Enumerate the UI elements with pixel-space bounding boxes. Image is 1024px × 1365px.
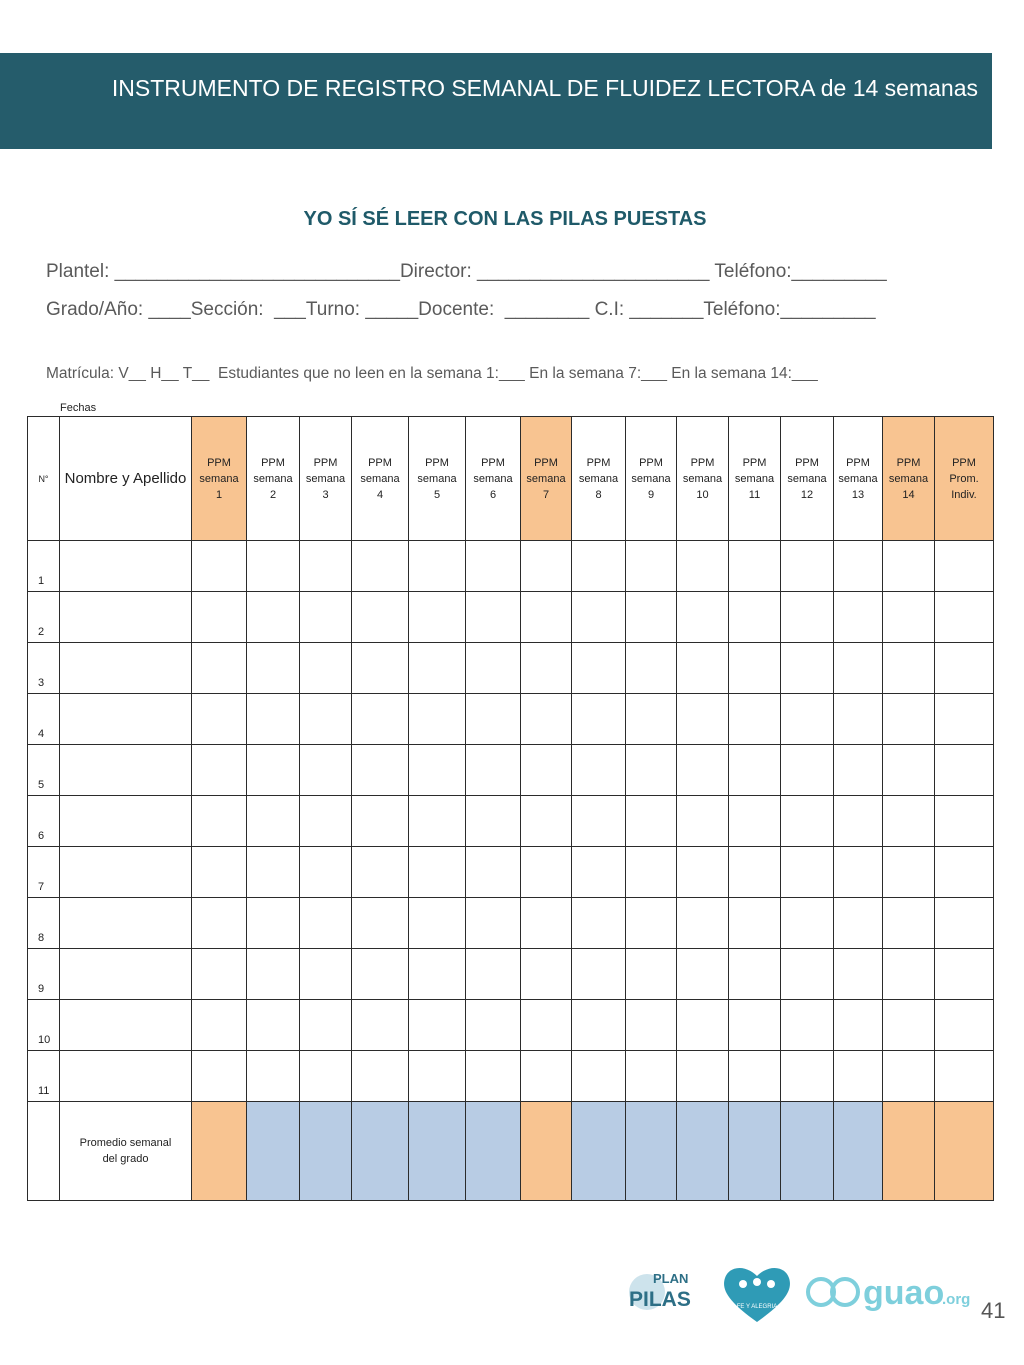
- page-title: INSTRUMENTO DE REGISTRO SEMANAL DE FLUIDEZ LECTORA de 14 semanas: [111, 75, 978, 101]
- ppm-cell[interactable]: [521, 1000, 572, 1051]
- ppm-cell[interactable]: [300, 643, 352, 694]
- week-header-text: Indiv.: [951, 488, 977, 501]
- week-column-header: [572, 417, 626, 541]
- table-row: [28, 745, 994, 796]
- plan-pilas-logo: [629, 1271, 691, 1311]
- week-header-text: PPM: [846, 456, 870, 469]
- week-header-text: semana: [578, 472, 619, 485]
- week-column-header: [834, 417, 883, 541]
- page-number: 41: [981, 1298, 1006, 1323]
- ppm-cell[interactable]: [352, 898, 409, 949]
- ppm-cell[interactable]: [626, 643, 677, 694]
- ppm-cell[interactable]: [626, 541, 677, 592]
- ppm-cell[interactable]: [300, 1000, 352, 1051]
- ppm-cell[interactable]: [247, 847, 300, 898]
- ppm-cell[interactable]: [834, 745, 883, 796]
- ppm-cell[interactable]: [677, 949, 729, 1000]
- ppm-cell[interactable]: [729, 541, 781, 592]
- week-header-text: semana: [473, 472, 513, 485]
- name-column-header: Nombre y Apellido: [60, 417, 192, 541]
- ppm-cell[interactable]: [352, 541, 409, 592]
- ppm-cell[interactable]: [781, 796, 834, 847]
- ppm-cell[interactable]: [572, 847, 626, 898]
- week-column-header: [626, 417, 677, 541]
- week-header-text: 14: [902, 488, 915, 501]
- week-header-text: 1: [215, 488, 223, 501]
- ppm-cell[interactable]: [521, 949, 572, 1000]
- ppm-cell[interactable]: [626, 796, 677, 847]
- week-column-header: [409, 417, 466, 541]
- week-header-text: 8: [595, 488, 602, 501]
- student-name-cell[interactable]: [60, 949, 192, 1000]
- week-column-header: [352, 417, 409, 541]
- ppm-cell[interactable]: [677, 592, 729, 643]
- week-column-header: [883, 417, 935, 541]
- ppm-cell[interactable]: [572, 694, 626, 745]
- average-label-line: del grado: [102, 1153, 149, 1165]
- ppm-cell[interactable]: [409, 847, 466, 898]
- row-number: 8: [28, 898, 60, 949]
- ppm-cell[interactable]: [521, 898, 572, 949]
- ppm-cell[interactable]: [300, 796, 352, 847]
- school-info-line: Plantel: ___________________________Director: ______________________ Teléfono:_________: [46, 261, 887, 282]
- ppm-cell[interactable]: [935, 694, 994, 745]
- ppm-cell[interactable]: [521, 1051, 572, 1102]
- week-column-header: [466, 417, 521, 541]
- ppm-cell[interactable]: [409, 643, 466, 694]
- ppm-cell[interactable]: [883, 949, 935, 1000]
- ppm-cell[interactable]: [300, 592, 352, 643]
- table-row: [28, 847, 994, 898]
- pilas-logo-text: PILAS: [629, 1288, 691, 1311]
- ppm-cell[interactable]: [352, 694, 409, 745]
- ppm-cell[interactable]: [781, 1000, 834, 1051]
- ppm-cell[interactable]: [834, 541, 883, 592]
- table-row: [28, 1051, 994, 1102]
- row-number: 11: [28, 1051, 60, 1102]
- ppm-cell[interactable]: [883, 643, 935, 694]
- week-header-text: semana: [305, 472, 346, 485]
- ppm-cell[interactable]: [834, 1051, 883, 1102]
- ppm-cell[interactable]: [409, 592, 466, 643]
- week-header-text: PPM: [261, 456, 285, 469]
- program-subtitle: YO SÍ SÉ LEER CON LAS PILAS PUESTAS: [303, 208, 707, 230]
- ppm-cell[interactable]: [352, 643, 409, 694]
- ppm-cell[interactable]: [466, 694, 521, 745]
- guao-suffix: .org: [942, 1291, 971, 1308]
- table-row: [28, 592, 994, 643]
- ppm-cell[interactable]: [781, 592, 834, 643]
- table-row: [28, 898, 994, 949]
- ppm-cell[interactable]: [677, 1000, 729, 1051]
- ppm-cell[interactable]: [466, 1000, 521, 1051]
- ppm-cell[interactable]: [834, 694, 883, 745]
- table-row: [28, 694, 994, 745]
- ppm-cell[interactable]: [883, 694, 935, 745]
- footer-logos: [625, 1262, 985, 1326]
- week-header-text: semana: [360, 472, 400, 485]
- ppm-cell[interactable]: [247, 949, 300, 1000]
- ppm-cell[interactable]: [409, 898, 466, 949]
- ppm-cell[interactable]: [247, 745, 300, 796]
- average-cell[interactable]: [729, 1102, 781, 1201]
- week-header-text: semana: [734, 472, 775, 485]
- ppm-cell[interactable]: [572, 745, 626, 796]
- ppm-cell[interactable]: [935, 643, 994, 694]
- average-row: [28, 1102, 994, 1201]
- ppm-cell[interactable]: [409, 694, 466, 745]
- week-header-text: Prom.: [949, 472, 979, 485]
- week-column-header: [192, 417, 247, 541]
- ppm-cell[interactable]: [572, 1051, 626, 1102]
- fe-y-alegria-text: FE Y ALEGRIA: [736, 1304, 778, 1310]
- ppm-cell[interactable]: [626, 694, 677, 745]
- ppm-cell[interactable]: [192, 847, 247, 898]
- ppm-cell[interactable]: [626, 745, 677, 796]
- week-header-text: semana: [199, 472, 239, 485]
- ppm-cell[interactable]: [935, 1000, 994, 1051]
- week-header-text: 6: [489, 488, 497, 501]
- ppm-cell[interactable]: [935, 949, 994, 1000]
- week-header-text: 2: [269, 488, 277, 501]
- ppm-cell[interactable]: [466, 643, 521, 694]
- guao-logo: [808, 1274, 970, 1312]
- ppm-cell[interactable]: [352, 592, 409, 643]
- table-header-row: [28, 417, 994, 541]
- ppm-cell[interactable]: [247, 541, 300, 592]
- ppm-cell[interactable]: [409, 949, 466, 1000]
- ppm-cell[interactable]: [935, 847, 994, 898]
- average-label-line: Promedio semanal: [79, 1137, 172, 1149]
- ppm-cell[interactable]: [883, 1051, 935, 1102]
- week-header-text: PPM: [368, 456, 392, 469]
- student-name-cell[interactable]: [60, 847, 192, 898]
- ppm-cell[interactable]: [677, 1051, 729, 1102]
- row-number: 10: [28, 1000, 60, 1051]
- ppm-cell[interactable]: [883, 898, 935, 949]
- ppm-cell[interactable]: [247, 1000, 300, 1051]
- student-name-cell[interactable]: [60, 541, 192, 592]
- ppm-cell[interactable]: [521, 643, 572, 694]
- average-cell[interactable]: [935, 1102, 994, 1201]
- ppm-cell[interactable]: [883, 541, 935, 592]
- average-cell[interactable]: [521, 1102, 572, 1201]
- reading-fluency-table: [27, 416, 994, 1201]
- ppm-cell[interactable]: [572, 643, 626, 694]
- ppm-cell[interactable]: [626, 1051, 677, 1102]
- average-cell[interactable]: [883, 1102, 935, 1201]
- ppm-cell[interactable]: [626, 592, 677, 643]
- week-header-text: 9: [647, 488, 655, 501]
- ppm-cell[interactable]: [192, 1000, 247, 1051]
- ppm-cell[interactable]: [572, 541, 626, 592]
- week-header-text: 11: [748, 488, 761, 501]
- week-header-text: 5: [433, 488, 441, 501]
- ppm-cell[interactable]: [300, 898, 352, 949]
- week-header-text: semana: [682, 472, 723, 485]
- ppm-cell[interactable]: [572, 898, 626, 949]
- ppm-cell[interactable]: [521, 796, 572, 847]
- row-number: 9: [28, 949, 60, 1000]
- ppm-cell[interactable]: [781, 643, 834, 694]
- week-header-text: semana: [631, 472, 671, 485]
- ppm-cell[interactable]: [192, 898, 247, 949]
- guao-text: guao: [863, 1274, 945, 1312]
- ppm-cell[interactable]: [834, 1000, 883, 1051]
- ppm-cell[interactable]: [192, 643, 247, 694]
- ppm-cell[interactable]: [409, 745, 466, 796]
- ppm-cell[interactable]: [677, 541, 729, 592]
- average-cell[interactable]: [466, 1102, 521, 1201]
- average-cell[interactable]: [677, 1102, 729, 1201]
- ppm-cell[interactable]: [677, 847, 729, 898]
- ppm-cell[interactable]: [247, 796, 300, 847]
- ppm-cell[interactable]: [677, 796, 729, 847]
- ppm-cell[interactable]: [626, 847, 677, 898]
- average-label: [60, 1102, 192, 1201]
- ppm-cell[interactable]: [192, 796, 247, 847]
- ppm-cell[interactable]: [883, 1000, 935, 1051]
- average-cell[interactable]: [352, 1102, 409, 1201]
- ppm-cell[interactable]: [247, 1051, 300, 1102]
- table-row: [28, 1000, 994, 1051]
- student-name-cell[interactable]: [60, 1000, 192, 1051]
- average-cell[interactable]: [626, 1102, 677, 1201]
- ppm-cell[interactable]: [781, 1051, 834, 1102]
- ppm-cell[interactable]: [409, 1051, 466, 1102]
- ppm-cell[interactable]: [521, 592, 572, 643]
- row-number: 7: [28, 847, 60, 898]
- ppm-cell[interactable]: [247, 898, 300, 949]
- week-column-header: [677, 417, 729, 541]
- week-header-text: PPM: [425, 456, 449, 469]
- ppm-cell[interactable]: [247, 592, 300, 643]
- week-column-header: [300, 417, 352, 541]
- fe-y-alegria-logo: [724, 1268, 790, 1322]
- ppm-cell[interactable]: [572, 592, 626, 643]
- ppm-cell[interactable]: [466, 1051, 521, 1102]
- ppm-cell[interactable]: [626, 949, 677, 1000]
- ppm-cell[interactable]: [729, 1000, 781, 1051]
- row-number: 2: [28, 592, 60, 643]
- ppm-cell[interactable]: [883, 847, 935, 898]
- ppm-cell[interactable]: [521, 541, 572, 592]
- ppm-cell[interactable]: [466, 745, 521, 796]
- week-header-text: 7: [542, 488, 550, 501]
- ppm-cell[interactable]: [781, 847, 834, 898]
- ppm-cell[interactable]: [409, 796, 466, 847]
- ppm-cell[interactable]: [192, 745, 247, 796]
- ppm-cell[interactable]: [466, 847, 521, 898]
- week-header-text: PPM: [586, 456, 611, 469]
- ppm-cell[interactable]: [409, 1000, 466, 1051]
- average-cell[interactable]: [409, 1102, 466, 1201]
- ppm-cell[interactable]: [729, 949, 781, 1000]
- ppm-cell[interactable]: [834, 796, 883, 847]
- ppm-cell[interactable]: [677, 643, 729, 694]
- ppm-cell[interactable]: [352, 796, 409, 847]
- week-header-text: 12: [800, 488, 814, 501]
- ppm-cell[interactable]: [466, 898, 521, 949]
- week-header-text: 13: [851, 488, 865, 501]
- row-number: 1: [28, 541, 60, 592]
- student-name-cell[interactable]: [60, 592, 192, 643]
- week-header-text: PPM: [952, 456, 976, 469]
- average-cell[interactable]: [247, 1102, 300, 1201]
- week-header-text: PPM: [896, 456, 921, 469]
- ppm-cell[interactable]: [834, 898, 883, 949]
- ppm-cell[interactable]: [729, 1051, 781, 1102]
- ppm-cell[interactable]: [677, 745, 729, 796]
- ppm-cell[interactable]: [352, 1051, 409, 1102]
- week-header-text: semana: [526, 472, 566, 485]
- ppm-cell[interactable]: [192, 592, 247, 643]
- average-cell[interactable]: [834, 1102, 883, 1201]
- student-name-cell[interactable]: [60, 796, 192, 847]
- ppm-cell[interactable]: [883, 796, 935, 847]
- student-name-cell[interactable]: [60, 898, 192, 949]
- ppm-cell[interactable]: [781, 541, 834, 592]
- ppm-cell[interactable]: [729, 643, 781, 694]
- week-header-text: semana: [417, 472, 457, 485]
- ppm-cell[interactable]: [466, 541, 521, 592]
- ppm-cell[interactable]: [935, 796, 994, 847]
- ppm-cell[interactable]: [781, 694, 834, 745]
- ppm-cell[interactable]: [729, 796, 781, 847]
- ppm-cell[interactable]: [192, 949, 247, 1000]
- average-cell[interactable]: [572, 1102, 626, 1201]
- ppm-cell[interactable]: [352, 1000, 409, 1051]
- table-row: [28, 541, 994, 592]
- ppm-cell[interactable]: [729, 847, 781, 898]
- ppm-cell[interactable]: [300, 745, 352, 796]
- ppm-cell[interactable]: [192, 694, 247, 745]
- ppm-cell[interactable]: [300, 1051, 352, 1102]
- week-header-text: 3: [322, 488, 329, 501]
- ppm-cell[interactable]: [729, 592, 781, 643]
- plan-logo-text: PLAN: [653, 1271, 689, 1286]
- ppm-cell[interactable]: [677, 898, 729, 949]
- row-number: 4: [28, 694, 60, 745]
- week-header-text: semana: [787, 472, 827, 485]
- ppm-cell[interactable]: [466, 592, 521, 643]
- ppm-cell[interactable]: [834, 592, 883, 643]
- ppm-cell[interactable]: [466, 949, 521, 1000]
- ppm-cell[interactable]: [300, 541, 352, 592]
- week-column-header: [247, 417, 300, 541]
- ppm-cell[interactable]: [409, 541, 466, 592]
- table-row: [28, 949, 994, 1000]
- week-header-text: PPM: [742, 456, 767, 469]
- ppm-cell[interactable]: [677, 694, 729, 745]
- week-column-header: [729, 417, 781, 541]
- week-header-text: PPM: [795, 456, 819, 469]
- ppm-cell[interactable]: [521, 745, 572, 796]
- ppm-cell[interactable]: [935, 592, 994, 643]
- ppm-cell[interactable]: [883, 592, 935, 643]
- ppm-cell[interactable]: [521, 694, 572, 745]
- week-header-text: PPM: [534, 456, 558, 469]
- number-column-header: N°: [28, 417, 60, 541]
- ppm-cell[interactable]: [192, 541, 247, 592]
- ppm-cell[interactable]: [300, 847, 352, 898]
- week-header-text: 4: [376, 488, 384, 501]
- row-number: 6: [28, 796, 60, 847]
- student-name-cell[interactable]: [60, 694, 192, 745]
- week-header-text: 10: [696, 488, 709, 501]
- average-cell[interactable]: [192, 1102, 247, 1201]
- ppm-cell[interactable]: [834, 949, 883, 1000]
- ppm-cell[interactable]: [935, 745, 994, 796]
- week-column-header: [935, 417, 994, 541]
- average-number-cell: [28, 1102, 60, 1201]
- ppm-cell[interactable]: [521, 847, 572, 898]
- ppm-cell[interactable]: [247, 643, 300, 694]
- ppm-cell[interactable]: [935, 898, 994, 949]
- average-cell[interactable]: [781, 1102, 834, 1201]
- ppm-cell[interactable]: [729, 694, 781, 745]
- week-header-text: PPM: [313, 456, 338, 469]
- ppm-cell[interactable]: [781, 898, 834, 949]
- student-name-cell[interactable]: [60, 1051, 192, 1102]
- table-row: [28, 643, 994, 694]
- title-banner: [0, 53, 992, 149]
- class-info-line: Grado/Año: ____Sección: ___Turno: _____Docente: ________ C.I: _______Teléfono:_________: [46, 299, 876, 320]
- ppm-cell[interactable]: [626, 898, 677, 949]
- week-column-header: [781, 417, 834, 541]
- ppm-cell[interactable]: [247, 694, 300, 745]
- week-header-text: semana: [253, 472, 293, 485]
- ppm-cell[interactable]: [466, 796, 521, 847]
- ppm-cell[interactable]: [781, 745, 834, 796]
- week-header-text: PPM: [690, 456, 715, 469]
- average-cell[interactable]: [300, 1102, 352, 1201]
- ppm-cell[interactable]: [352, 847, 409, 898]
- row-number: 5: [28, 745, 60, 796]
- ppm-cell[interactable]: [572, 949, 626, 1000]
- ppm-cell[interactable]: [572, 1000, 626, 1051]
- ppm-cell[interactable]: [192, 1051, 247, 1102]
- student-name-cell[interactable]: [60, 745, 192, 796]
- table-row: [28, 796, 994, 847]
- student-name-cell[interactable]: [60, 643, 192, 694]
- ppm-cell[interactable]: [935, 1051, 994, 1102]
- ppm-cell[interactable]: [834, 847, 883, 898]
- ppm-cell[interactable]: [300, 949, 352, 1000]
- enrollment-info-line: Matrícula: V__ H__ T__ Estudiantes que no leen en la semana 1:___ En la semana 7:___ En la semana 14:___: [46, 365, 818, 382]
- week-header-text: PPM: [481, 456, 505, 469]
- ppm-cell[interactable]: [883, 745, 935, 796]
- week-column-header: [521, 417, 572, 541]
- ppm-cell[interactable]: [729, 745, 781, 796]
- week-header-text: semana: [838, 472, 878, 485]
- row-number: 3: [28, 643, 60, 694]
- ppm-cell[interactable]: [729, 898, 781, 949]
- week-header-text: PPM: [207, 456, 231, 469]
- ppm-cell[interactable]: [352, 949, 409, 1000]
- ppm-cell[interactable]: [572, 796, 626, 847]
- fechas-label: Fechas: [60, 402, 97, 414]
- ppm-cell[interactable]: [834, 643, 883, 694]
- week-header-text: semana: [888, 472, 929, 485]
- ppm-cell[interactable]: [352, 745, 409, 796]
- week-header-text: PPM: [639, 456, 663, 469]
- ppm-cell[interactable]: [626, 1000, 677, 1051]
- ppm-cell[interactable]: [300, 694, 352, 745]
- ppm-cell[interactable]: [935, 541, 994, 592]
- ppm-cell[interactable]: [781, 949, 834, 1000]
